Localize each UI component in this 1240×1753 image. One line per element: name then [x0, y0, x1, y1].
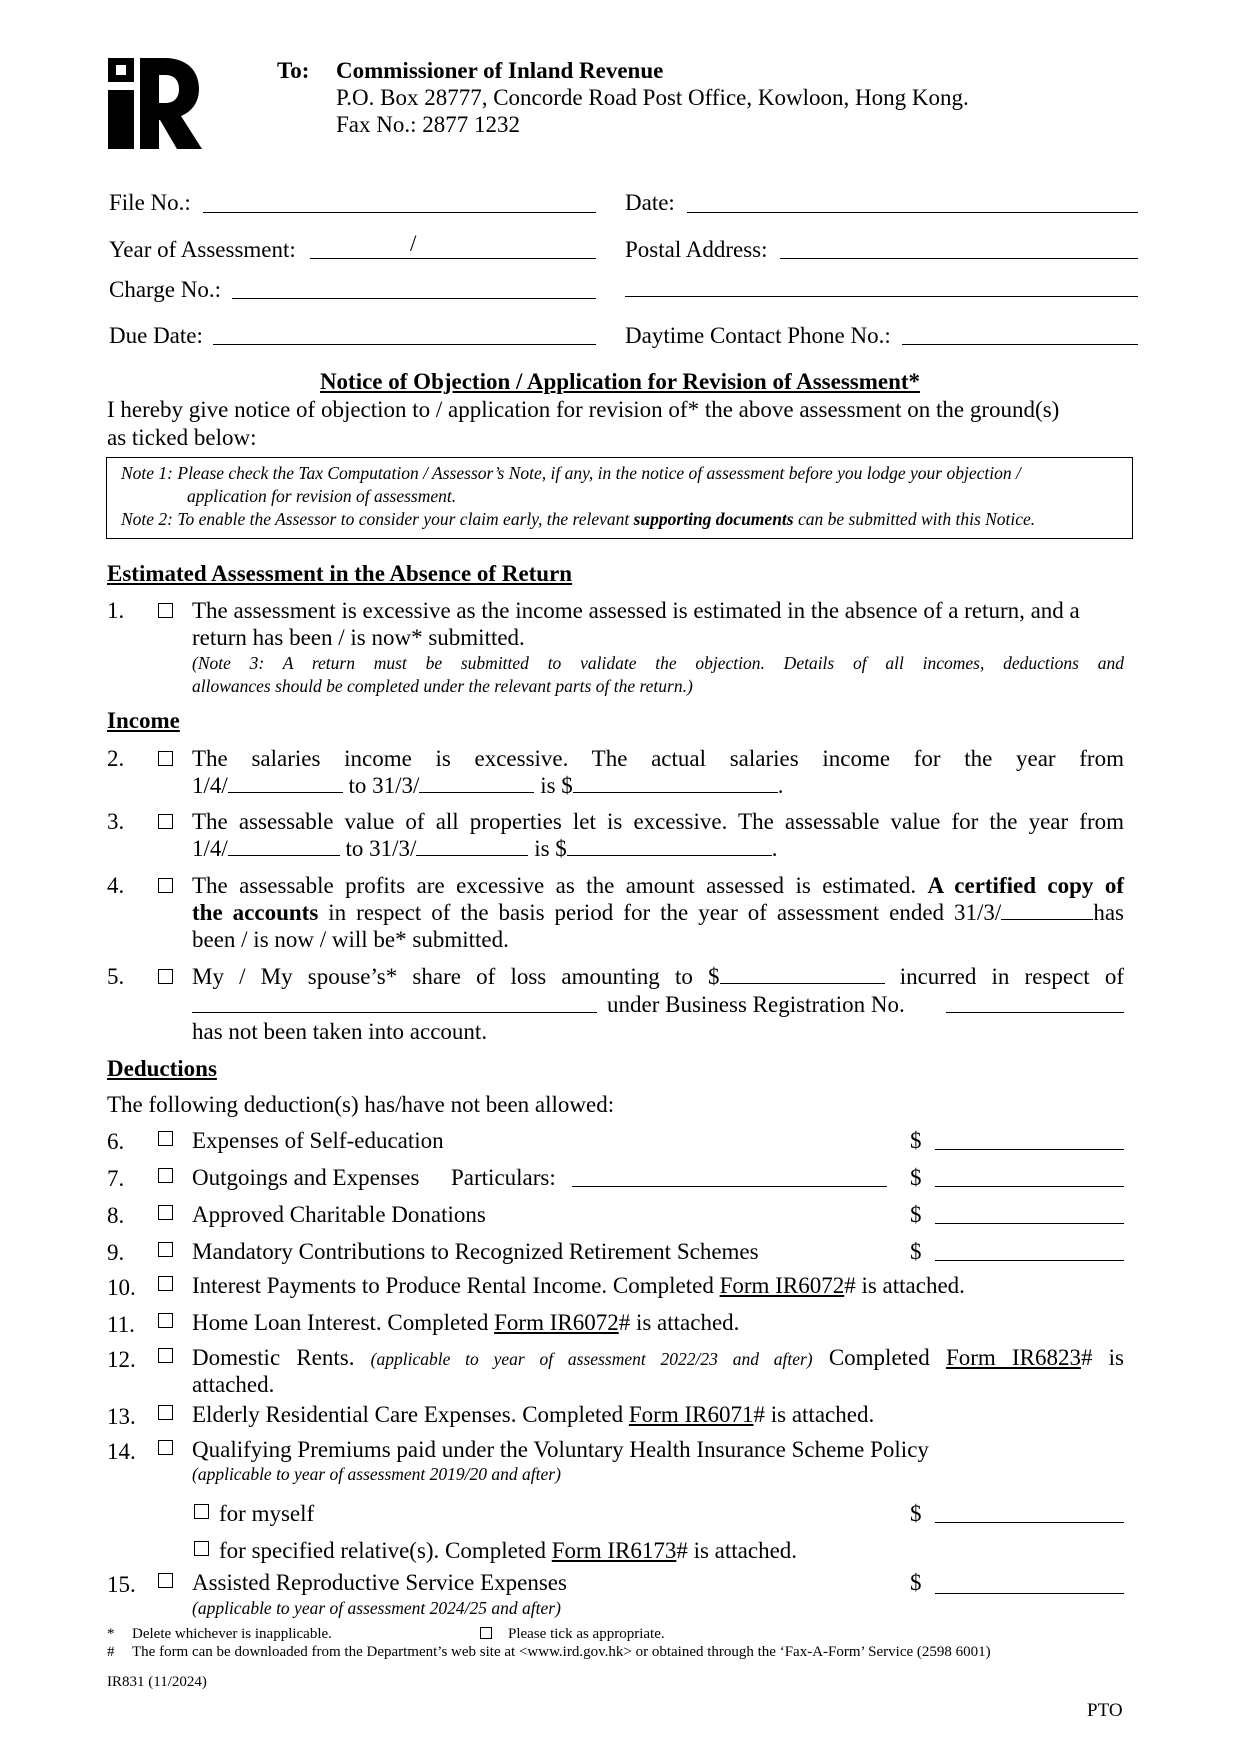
item-1-text-2: return has been / is now* submitted. — [192, 625, 525, 650]
note-1-line-1: Note 1: Please check the Tax Computation / Assessor’s Note, if any, in the notice of assessment before you lodge your objection / — [121, 463, 1021, 483]
item-number-15: 15. — [107, 1572, 136, 1597]
intro-line-1: I hereby give notice of objection to / application for revision of* the above assessment on the ground(s) — [107, 397, 1060, 422]
item-15-amount-field[interactable] — [935, 1593, 1124, 1594]
item-number-9: 9. — [107, 1240, 125, 1265]
item-4-text-3: been / is now / will be* submitted. — [192, 927, 509, 952]
footnote-tick-box-icon — [480, 1627, 492, 1639]
item-15-applicable-note: (applicable to year of assessment 2024/25 and after) — [192, 1598, 561, 1618]
item-15-dollar: $ — [910, 1570, 922, 1595]
item-2-text-1: The salaries income is excessive. The actual salaries income for the year from — [192, 746, 1124, 771]
checkbox-item-8[interactable] — [158, 1205, 173, 1220]
item-7-particulars-label: Particulars: — [451, 1165, 556, 1190]
form-ir6823-link[interactable]: Form IR6823 — [945, 1345, 1081, 1370]
notes-box — [106, 457, 1133, 539]
item-2-year-from-field[interactable] — [228, 774, 343, 793]
item-14-text: Qualifying Premiums paid under the Voluntary Health Insurance Scheme Policy — [192, 1437, 929, 1462]
item-4-year-field[interactable] — [1001, 901, 1093, 920]
intro-line-2: as ticked below: — [107, 425, 257, 450]
item-7-dollar: $ — [910, 1165, 922, 1190]
checkbox-item-13[interactable] — [158, 1405, 173, 1420]
item-2-amount-field[interactable] — [573, 774, 778, 793]
postal-address-label: Postal Address: — [625, 237, 768, 262]
item-7-text: Outgoings and Expenses — [192, 1165, 420, 1190]
item-2-year-to-field[interactable] — [419, 774, 534, 793]
item-15-text: Assisted Reproductive Service Expenses — [192, 1570, 567, 1595]
deductions-intro: The following deduction(s) has/have not been allowed: — [107, 1092, 615, 1117]
item-number-7: 7. — [107, 1166, 125, 1191]
checkbox-item-5[interactable] — [158, 969, 173, 984]
item-1-text-1: The assessment is excessive as the income assessed is estimated in the absence of a return, and a — [192, 598, 1080, 623]
form-code: IR831 (11/2024) — [107, 1674, 207, 1690]
item-3-year-from-field[interactable] — [228, 837, 340, 856]
checkbox-item-14[interactable] — [158, 1440, 173, 1455]
recipient-address: P.O. Box 28777, Concorde Road Post Office, Kowloon, Hong Kong. — [336, 85, 969, 110]
item-5-text-2: under Business Registration No. — [607, 992, 905, 1017]
item-4-text-2: the accounts in respect of the basis period for the year of assessment ended 31/3/ has — [192, 900, 1124, 925]
item-8-text: Approved Charitable Donations — [192, 1202, 486, 1227]
checkbox-item-1[interactable] — [158, 603, 173, 618]
checkbox-item-6[interactable] — [158, 1131, 173, 1146]
section-deductions: Deductions — [107, 1056, 217, 1081]
item-6-text: Expenses of Self-education — [192, 1128, 444, 1153]
checkbox-item-14-relatives[interactable] — [194, 1541, 209, 1556]
form-ir6072-link[interactable]: Form IR6072 — [719, 1273, 845, 1298]
checkbox-item-14-myself[interactable] — [194, 1504, 209, 1519]
item-11-text: Home Loan Interest. Completed Form IR6072# is attached. — [192, 1310, 740, 1335]
file-no-field[interactable] — [203, 212, 596, 213]
item-6-amount-field[interactable] — [935, 1149, 1124, 1150]
footnote-hash-symbol: # — [107, 1644, 115, 1660]
item-3-year-to-field[interactable] — [416, 837, 528, 856]
item-5-text-3: has not been taken into account. — [192, 1019, 488, 1044]
note-3-line-2: allowances should be completed under the relevant parts of the return.) — [192, 676, 693, 696]
note-3-line-1: (Note 3: A return must be submitted to validate the objection. Details of all incomes, deductions and — [192, 653, 1124, 673]
item-12-text-1: Domestic Rents. (applicable to year of assessment 2022/23 and after) Completed Form IR6823# is — [192, 1345, 1125, 1370]
item-14-dollar: $ — [910, 1501, 922, 1526]
recipient-name: Commissioner of Inland Revenue — [336, 58, 664, 83]
note-1-line-2: application for revision of assessment. — [187, 486, 457, 506]
item-9-text: Mandatory Contributions to Recognized Retirement Schemes — [192, 1239, 759, 1264]
due-date-label: Due Date: — [109, 323, 203, 348]
charge-no-label: Charge No.: — [109, 277, 222, 302]
item-5-loss-amount-field[interactable] — [720, 965, 885, 984]
postal-address-field[interactable] — [780, 258, 1138, 259]
item-2-text-2: 1/4/ to 31/3/ is $ . — [192, 773, 784, 798]
item-3-text-1: The assessable value of all properties let is excessive. The assessable value for the year from — [192, 809, 1124, 834]
footnote-hash-text: The form can be downloaded from the Department’s web site at <www.ird.gov.hk> or obtained through the ‘Fax-A-Form’ Service (2598 6001) — [132, 1644, 991, 1660]
note-2: Note 2: To enable the Assessor to consider your claim early, the relevant supporting documents can be submitted with this Notice. — [121, 509, 1036, 529]
item-5-business-name-field[interactable] — [192, 1012, 597, 1013]
checkbox-item-9[interactable] — [158, 1242, 173, 1257]
checkbox-item-3[interactable] — [158, 814, 173, 829]
item-number-2: 2. — [107, 746, 125, 771]
item-14-amount-field[interactable] — [935, 1522, 1124, 1523]
checkbox-item-15[interactable] — [158, 1573, 173, 1588]
item-9-dollar: $ — [910, 1239, 922, 1264]
form-ir6071-link[interactable]: Form IR6071 — [628, 1402, 754, 1427]
charge-no-field[interactable] — [232, 298, 596, 299]
item-13-text: Elderly Residential Care Expenses. Completed Form IR6071# is attached. — [192, 1402, 875, 1427]
item-5-br-number-field[interactable] — [946, 1012, 1124, 1013]
item-number-6: 6. — [107, 1129, 125, 1154]
checkbox-item-10[interactable] — [158, 1276, 173, 1291]
item-number-8: 8. — [107, 1203, 125, 1228]
footnote-star-symbol: * — [107, 1626, 115, 1642]
item-9-amount-field[interactable] — [935, 1260, 1124, 1261]
checkbox-item-2[interactable] — [158, 751, 173, 766]
year-of-assessment-label: Year of Assessment: — [109, 237, 296, 262]
item-number-13: 13. — [107, 1404, 136, 1429]
phone-field[interactable] — [902, 344, 1138, 345]
file-no-label: File No.: — [109, 190, 191, 215]
footnote-tick-text: Please tick as appropriate. — [508, 1626, 665, 1642]
due-date-field[interactable] — [213, 344, 596, 345]
item-number-3: 3. — [107, 809, 125, 834]
item-14-applicable-note: (applicable to year of assessment 2019/20 and after) — [192, 1464, 561, 1484]
item-number-1: 1. — [107, 598, 125, 623]
item-14-relatives-label: for specified relative(s). Completed Form IR6173# is attached. — [219, 1538, 798, 1563]
item-8-amount-field[interactable] — [935, 1223, 1124, 1224]
date-field[interactable] — [687, 212, 1138, 213]
checkbox-item-4[interactable] — [158, 878, 173, 893]
section-estimated: Estimated Assessment in the Absence of Return — [107, 561, 573, 586]
item-number-14: 14. — [107, 1439, 136, 1464]
checkbox-item-12[interactable] — [158, 1348, 173, 1363]
year-of-assessment-field[interactable] — [310, 258, 596, 259]
form-ir6173-link[interactable]: Form IR6173 — [551, 1538, 677, 1563]
fax-number: Fax No.: 2877 1232 — [336, 112, 520, 137]
year-slash: / — [410, 231, 417, 256]
pto-label: PTO — [1087, 1700, 1123, 1721]
item-number-10: 10. — [107, 1275, 136, 1300]
date-label: Date: — [625, 190, 675, 215]
item-7-particulars-field[interactable] — [572, 1186, 887, 1187]
item-7-amount-field[interactable] — [935, 1186, 1124, 1187]
form-ir6072-link-2[interactable]: Form IR6072 — [494, 1310, 619, 1335]
item-3-amount-field[interactable] — [567, 837, 772, 856]
item-number-12: 12. — [107, 1347, 136, 1372]
section-income: Income — [107, 708, 180, 733]
to-label: To: — [277, 58, 310, 83]
checkbox-item-7[interactable] — [158, 1168, 173, 1183]
item-10-text: Interest Payments to Produce Rental Income. Completed Form IR6072# is attached. — [192, 1273, 965, 1298]
form-title: Notice of Objection / Application for Revision of Assessment* — [319, 369, 921, 394]
item-number-5: 5. — [107, 964, 125, 989]
item-14-myself-label: for myself — [219, 1501, 315, 1526]
item-6-dollar: $ — [910, 1128, 922, 1153]
ird-logo — [107, 57, 202, 149]
item-12-text-2: attached. — [192, 1372, 275, 1397]
item-4-text-1: The assessable profits are excessive as the amount assessed is estimated. A certified copy of — [192, 873, 1124, 898]
item-number-11: 11. — [107, 1312, 135, 1337]
postal-address-field-line2[interactable] — [625, 296, 1138, 297]
item-5-text-1: My / My spouse’s* share of loss amounting to $ incurred in respect of — [192, 964, 1124, 989]
item-3-text-2: 1/4/ to 31/3/ is $ . — [192, 836, 778, 861]
checkbox-item-11[interactable] — [158, 1313, 173, 1328]
footnote-star-text: Delete whichever is inapplicable. — [132, 1626, 332, 1642]
item-number-4: 4. — [107, 873, 125, 898]
item-8-dollar: $ — [910, 1202, 922, 1227]
phone-label: Daytime Contact Phone No.: — [625, 323, 891, 348]
